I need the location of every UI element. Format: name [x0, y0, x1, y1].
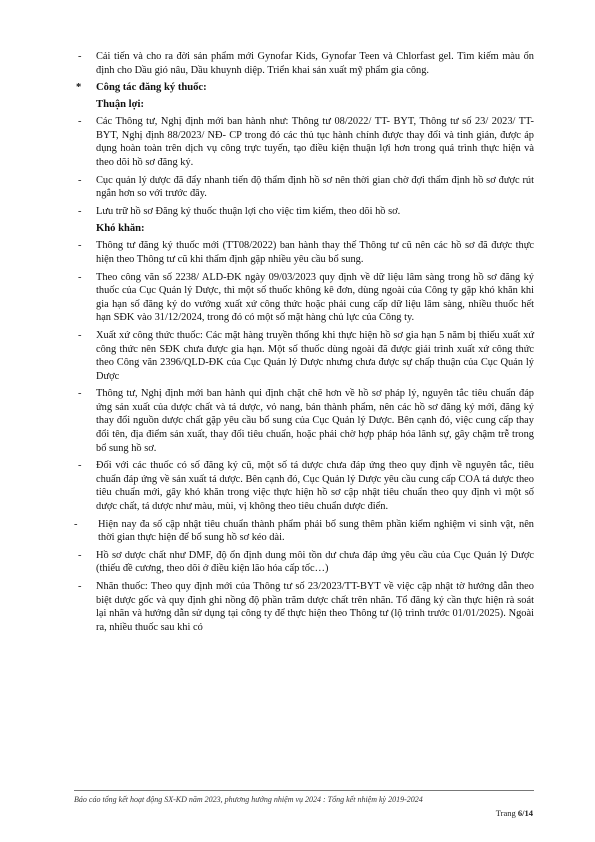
dash-bullet: - — [78, 329, 82, 341]
intro-item-text: Cải tiến và cho ra đời sản phẩm mới Gynofar Kids, Gynofar Teen và Chlorfast gel. Tìm kiếm màu ổn định cho Dầu gió nâu, Dầu khuynh diệp. Triển khai sản xuất mỹ phẩm gia công. — [96, 51, 534, 76]
page-label: Trang — [495, 808, 516, 818]
difficulty-text: Thông tư đăng ký thuốc mới (TT08/2022) ban hành thay thế Thông tư cũ nên các hồ sơ đã được thực hiện theo Thông tư cũ khi thẩm định gặp nhiều yêu cầu bổ sung. — [96, 240, 534, 265]
dash-bullet: - — [78, 174, 82, 186]
difficulty-text: Thông tư, Nghị định mới ban hành qui định chặt chẽ hơn về hồ sơ pháp lý, nguyên tắc tiêu chuẩn đáp ứng sản xuất của dược chất và tá dược, vỏ nang, bán thành phẩm, nên các hồ sơ đăng ký mới, đăng ký thay đổi nguồn dược chất gặp yêu cầu bổ sung của Cục Quản lý Dược. Bên cạnh đó, việc cung cấp thay đổi tên, địa điểm sản xuất, thay đổi tiêu chuẩn, hoặc phải chờ hợp pháp hóa lãnh sự, gây chậm trễ trong bổ sung hồ sơ. — [96, 388, 534, 454]
dash-bullet: - — [78, 460, 82, 472]
dash-bullet: - — [78, 205, 82, 217]
page-number — [496, 808, 533, 818]
section-title: Công tác đăng ký thuốc: — [96, 82, 207, 94]
difficulty-text: Hồ sơ dược chất như DMF, độ ổn định dung môi tồn dư chưa đáp ứng yêu cầu của Cục Quản lý Dược (thiếu đề cương, theo dõi ở điều kiện lão hóa cấp tốc…) — [96, 549, 534, 575]
dash-bullet: - — [78, 240, 82, 252]
list-item — [74, 580, 534, 634]
dash-bullet: - — [78, 51, 82, 62]
difficulty-text: Xuất xứ công thức thuốc: Các mặt hàng truyền thống khi thực hiện hồ sơ gia hạn 5 năm bị thiếu xuất xứ công thức nên SĐK chưa được gia hạn. Một số thuốc dùng ngoài đã được giải trình xuất xứ công thức theo Công văn 2396/QLD-ĐK của Cục Quản lý Dược nhưng chưa được sự chấp thuận của Cục Quản lý Dược — [96, 329, 534, 382]
list-item — [74, 205, 534, 219]
list-item — [74, 239, 534, 266]
difficulty-text: Theo công văn số 2238/ ALD-ĐK ngày 09/03/2023 quy định về dữ liệu lâm sàng trong hồ sơ đăng ký thuốc của Cục Quản lý Dược, thì một số thuốc không kê đơn, dùng ngoài của Công ty gặp khó khăn khi gia hạn số đăng ký do vướng xuất xứ công thức hoặc phải cung cấp dữ liệu lâm sàng, nhiều thuốc hết hạn SĐK vào 31/12/2024, trong đó có một số mặt hàng chủ lực của Công ty. — [96, 271, 534, 324]
dash-bullet: - — [74, 518, 78, 530]
difficulty-text: Hiện nay đa số cập nhật tiêu chuẩn thành phẩm phải bổ sung thêm phần kiểm nghiệm vi sinh vật, nên thời gian thực hiện để bổ sung hồ sơ kéo dài. — [98, 518, 534, 544]
advantage-text: Lưu trữ hồ sơ Đăng ký thuốc thuận lợi cho việc tìm kiếm, theo dõi hồ sơ. — [96, 205, 401, 217]
advantage-text: Cục quản lý dược đã đẩy nhanh tiến độ thẩm định hồ sơ nên thời gian chờ đợi thẩm định hồ sơ được rút ngắn hơn so với trước đây. — [96, 174, 534, 200]
footer-text: Báo cáo tổng kết hoạt động SX-KD năm 2023, phương hướng nhiệm vụ 2024 : Tổng kết nhiệm kỳ 2019-2024 — [74, 795, 423, 804]
list-item — [74, 271, 534, 325]
dash-bullet: - — [78, 581, 82, 592]
page-value: 6/14 — [517, 808, 533, 818]
star-bullet: * — [76, 82, 82, 94]
list-item — [74, 329, 534, 383]
advantage-text: Các Thông tư, Nghị định mới ban hành như: Thông tư 08/2022/ TT- BYT, Thông tư số 23/ 2023/ TT- BYT, Nghị định 88/2023/ NĐ- CP trong đó các thủ tục hành chính được thay đổi và tinh giản, được áp dụng hoàn toàn trên dịch vụ công trực tuyến, tạo điều kiện thuận lợi hơn trong quá trình thực hiện và theo dõi hồ sơ đăng ký. — [96, 116, 534, 168]
section-heading — [74, 81, 534, 95]
dash-bullet: - — [78, 116, 82, 128]
difficulty-text: Nhãn thuốc: Theo quy định mới của Thông tư số 23/2023/TT-BYT về việc cập nhật tờ hướng dẫn theo biệt dược gốc và quy định ghi nồng độ phần trăm dược chất trên nhãn. Tổ đăng ký cần thực hiện rà soát lại nhãn và hướng dẫn sử dụng tại công ty để thực hiện theo Thông tư (lộ trình trước 01/01/2025). Ngoài ra, nhiều thuốc sau khi có — [96, 581, 534, 633]
difficulty-text: Đối với các thuốc có số đăng ký cũ, một số tá dược chưa đáp ứng theo quy định về nguyên tắc, tiêu chuẩn đáp ứng về sản xuất tá dược. Bên cạnh đó, Cục Quản lý Dược yêu cầu cung cấp COA tá dược theo tiêu chuẩn mới, gây khó khăn trong việc thực hiện hồ sơ cập nhật tiêu chuẩn theo quy định vì một số dược chất, tá dược như màu, mùi, vị không theo tiêu chuẩn dược điển. — [96, 460, 534, 513]
list-item — [74, 459, 534, 513]
list-item — [74, 549, 534, 576]
difficulties-heading: Khó khăn: — [96, 223, 145, 235]
list-item — [74, 174, 534, 201]
dash-bullet: - — [78, 388, 82, 400]
document-body — [74, 50, 534, 638]
dash-bullet: - — [78, 271, 82, 283]
list-item — [74, 387, 534, 455]
advantages-heading: Thuận lợi: — [96, 99, 144, 111]
list-item — [74, 115, 534, 169]
list-item — [74, 50, 534, 77]
dash-bullet: - — [78, 549, 82, 561]
page-footer — [74, 790, 534, 805]
list-item — [74, 518, 534, 545]
